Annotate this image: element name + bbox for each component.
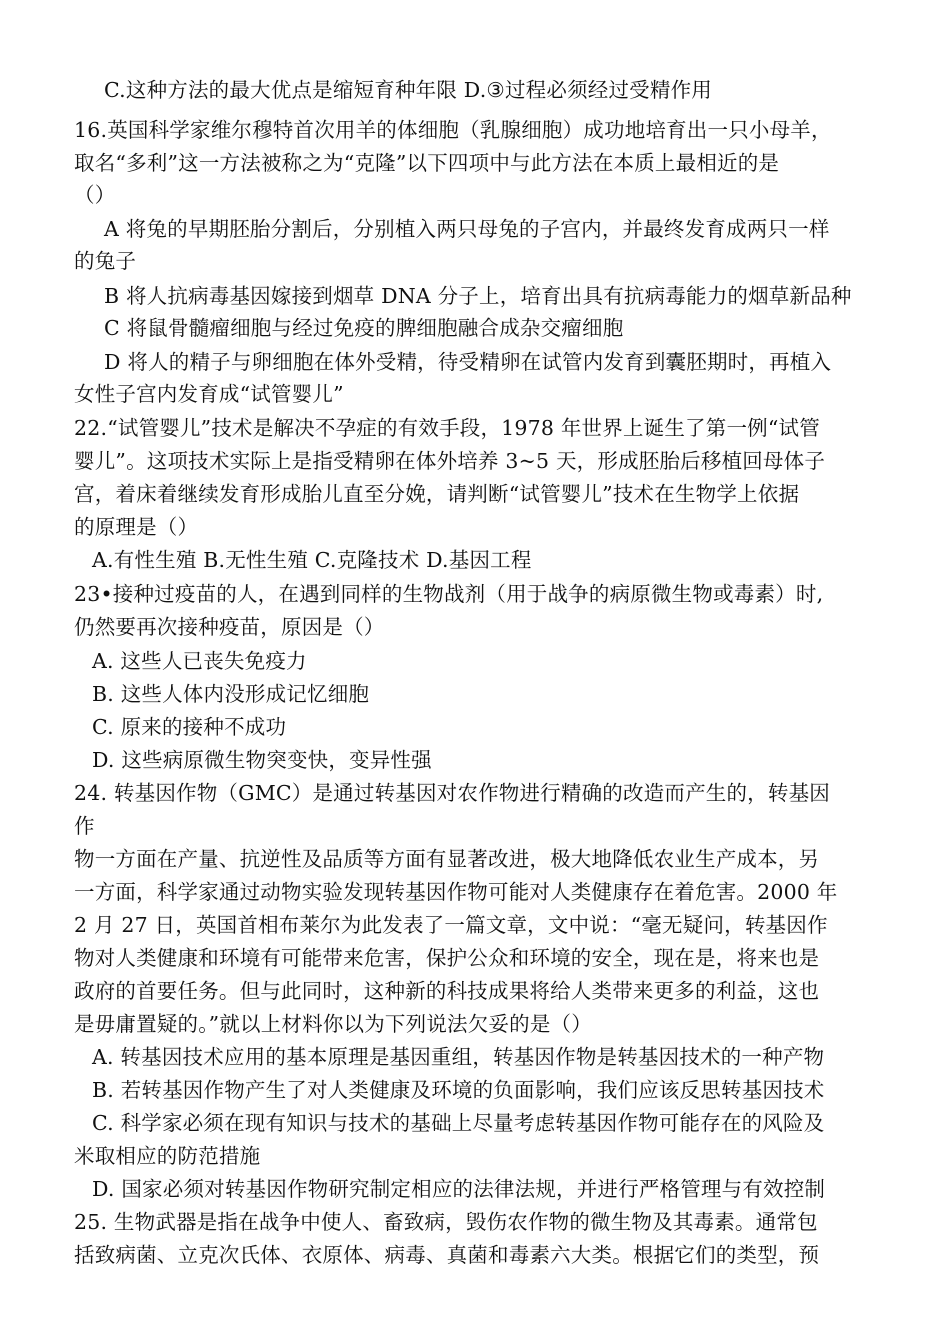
question-16-option-c: C 将鼠骨髓瘤细胞与经过免疫的脾细胞融合成杂交瘤细胞 — [104, 316, 624, 340]
question-24-line-1: 24. 转基因作物（GMC）是通过转基因对农作物进行精确的改造而产生的，转基因 — [74, 781, 830, 805]
question-22-line-3: 宫，着床着继续发育形成胎儿直至分娩，请判断“试管婴儿”技术在生物学上依据 — [74, 482, 800, 506]
question-22-line-1: 22.“试管婴儿”技术是解决不孕症的有效手段，1978 年世界上诞生了第一例“试管 — [74, 416, 820, 440]
question-24-option-c-line-2: 米取相应的防范措施 — [74, 1144, 261, 1168]
question-16-line-1: 16.英国科学家维尔穆特首次用羊的体细胞（乳腺细胞）成功地培育出一只小母羊， — [74, 118, 832, 142]
question-23-option-c: C. 原来的接种不成功 — [92, 715, 287, 739]
question-24-line-4: 一方面，科学家通过动物实验发现转基因作物可能对人类健康存在着危害。2000 年 — [74, 880, 838, 904]
question-24-option-d: D. 国家必须对转基因作物研究制定相应的法律法规，并进行严格管理与有效控制 — [92, 1177, 826, 1201]
question-24-line-6: 物对人类健康和环境有可能带来危害，保护公众和环境的安全，现在是，将来也是 — [74, 946, 820, 970]
question-16-option-a-line-2: 的兔子 — [74, 249, 137, 273]
question-24-option-c-line-1: C. 科学家必须在现有知识与技术的基础上尽量考虑转基因作物可能存在的风险及 — [92, 1111, 825, 1135]
question-24-line-3: 物一方面在产量、抗逆性及品质等方面有显著改进，极大地降低农业生产成本，另 — [74, 847, 820, 871]
question-16-option-d-line-1: D 将人的精子与卵细胞在体外受精，待受精卵在试管内发育到囊胚期时，再植入 — [104, 350, 832, 374]
question-22-line-2: 婴儿”。这项技术实际上是指受精卵在体外培养 3~5 天，形成胚胎后移植回母体子 — [74, 449, 826, 473]
question-24-option-a: A. 转基因技术应用的基本原理是基因重组，转基因作物是转基因技术的一种产物 — [92, 1045, 825, 1069]
question-23-line-2: 仍然要再次接种疫苗，原因是（） — [74, 615, 385, 639]
question-22-options: A.有性生殖 B.无性生殖 C.克隆技术 D.基因工程 — [92, 548, 532, 572]
question-16-option-a-line-1: A 将兔的早期胚胎分割后，分别植入两只母兔的子宫内，并最终发育成两只一样 — [104, 217, 830, 241]
question-24-option-b: B. 若转基因作物产生了对人类健康及环境的负面影响，我们应该反思转基因技术 — [92, 1078, 825, 1102]
question-22-line-4: 的原理是（） — [74, 515, 199, 539]
question-24-line-8: 是毋庸置疑的。”就以上材料你以为下列说法欠妥的是（） — [74, 1012, 592, 1036]
question-23-option-a: A. 这些人已丧失免疫力 — [92, 649, 307, 673]
question-24-line-5: 2 月 27 日，英国首相布莱尔为此发表了一篇文章，文中说：“毫无疑问，转基因作 — [74, 913, 828, 937]
question-23-line-1: 23•接种过疫苗的人，在遇到同样的生物战剂（用于战争的病原微生物或毒素）时, — [74, 582, 824, 606]
question-16-line-2: 取名“多利”这一方法被称之为“克隆”以下四项中与此方法在本质上最相近的是 — [74, 151, 780, 175]
question-23-option-b: B. 这些人体内没形成记忆细胞 — [92, 682, 370, 706]
option-line-c-d: C.这种方法的最大优点是缩短育种年限 D.③过程必须经过受精作用 — [104, 78, 712, 102]
question-25-line-1: 25. 生物武器是指在战争中使人、畜致病，毁伤农作物的微生物及其毒素。通常包 — [74, 1210, 818, 1234]
question-24-line-2: 作 — [74, 814, 95, 838]
question-16-option-b: B 将人抗病毒基因嫁接到烟草 DNA 分子上，培育出具有抗病毒能力的烟草新品种 — [104, 284, 852, 308]
question-23-option-d: D. 这些病原微生物突变快，变异性强 — [92, 748, 432, 772]
question-24-line-7: 政府的首要任务。但与此同时，这种新的科技成果将给人类带来更多的利益，这也 — [74, 979, 820, 1003]
question-16-option-d-line-2: 女性子宫内发育成“试管婴儿” — [74, 382, 344, 406]
question-25-line-2: 括致病菌、立克次氏体、衣原体、病毒、真菌和毒素六大类。根据它们的类型，预 — [74, 1243, 820, 1267]
question-16-answer-blank: （） — [74, 183, 116, 207]
